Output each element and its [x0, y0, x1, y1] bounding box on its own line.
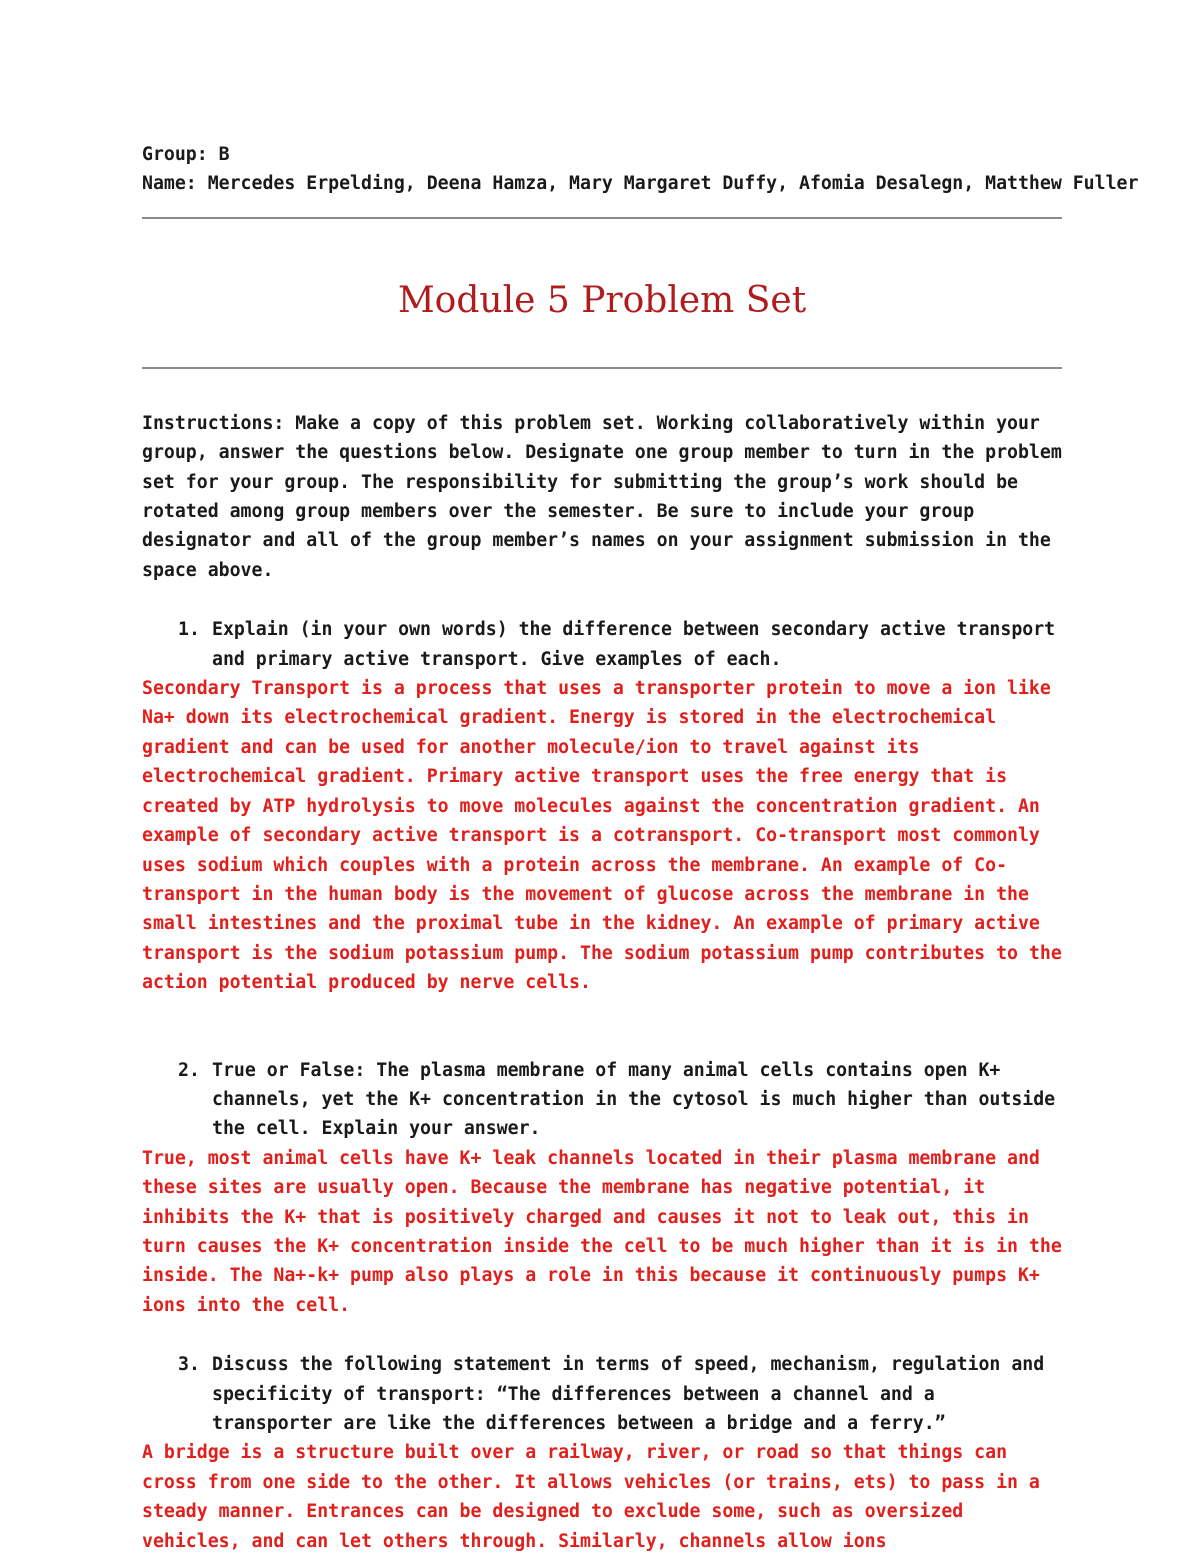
question-number: 3.	[178, 1354, 200, 1376]
page-title: Module 5 Problem Set	[397, 279, 807, 321]
question-number: 1.	[178, 619, 200, 641]
top-divider	[142, 217, 1062, 219]
document-body	[142, 140, 1139, 1556]
question-text: Discuss the following statement in terms of speed, mechanism, regulation and specificity of transport: “The differences between a channel and a transporter are like the differences between a bridge and a ferry.”	[212, 1354, 1045, 1434]
member-names: Name: Mercedes Erpelding, Deena Hamza, Mary Margaret Duffy, Afomia Desalegn, Matthew Fuller	[142, 173, 1139, 195]
question-2	[142, 1056, 1062, 1144]
group-label: Group: B	[142, 144, 230, 165]
answer-2: True, most animal cells have K+ leak channels located in their plasma membrane and these sites are usually open. Because the membrane has negative potential, it inhibits the K+ that is positively charged and causes it not to leak out, this in turn causes the K+ concentration inside the cell to be much higher than it is in the inside. The Na+-k+ pump also plays a role in this because it continuously pumps K+ ions into the cell.	[142, 1147, 1062, 1316]
answer-3: A bridge is a structure built over a railway, river, or road so that things can cross from one side to the other. It allows vehicles (or trains, ets) to pass in a steady manner. Entrances can be designed to exclude some, such as oversized vehicles, and can let others through. Similarly, channels allow ions	[142, 1442, 1040, 1552]
question-1	[142, 615, 1062, 674]
question-number: 2.	[178, 1059, 200, 1081]
answer-1: Secondary Transport is a process that uses a transporter protein to move a ion like Na+ down its electrochemical gradient. Energy is stored in the electrochemical gradient and can be used for another molecule/ion to travel against its electrochemical gradient. Primary active transport uses the free energy that is created by ATP hydrolysis to move molecules against the concentration gradient. An example of secondary active transport is a cotransport. Co-transport most commonly uses sodium which couples with a protein across the membrane. An example of Co-transport in the human body is the movement of glucose across the membrane in the small intestines and the proximal tube in the kidney. An example of primary active transport is the sodium potassium pump. The sodium potassium pump contributes to the action potential produced by nerve cells.	[142, 678, 1062, 994]
question-text: True or False: The plasma membrane of many animal cells contains open K+ channels, yet the K+ concentration in the cytosol is much higher than outside the cell. Explain your answer.	[212, 1059, 1056, 1140]
title-divider	[142, 367, 1062, 369]
question-text: Explain (in your own words) the difference between secondary active transport and primary active transport. Give examples of each.	[212, 619, 1056, 670]
instructions-paragraph: Instructions: Make a copy of this problem set. Working collaboratively within your group, answer the questions below. Designate one group member to turn in the problem set for your group. The responsibility for submitting the group’s work should be rotated among group members over the semester. Be sure to include your group designator and all of the group member’s names on your assignment submission in the space above.	[142, 412, 1062, 581]
question-3	[142, 1350, 1062, 1438]
